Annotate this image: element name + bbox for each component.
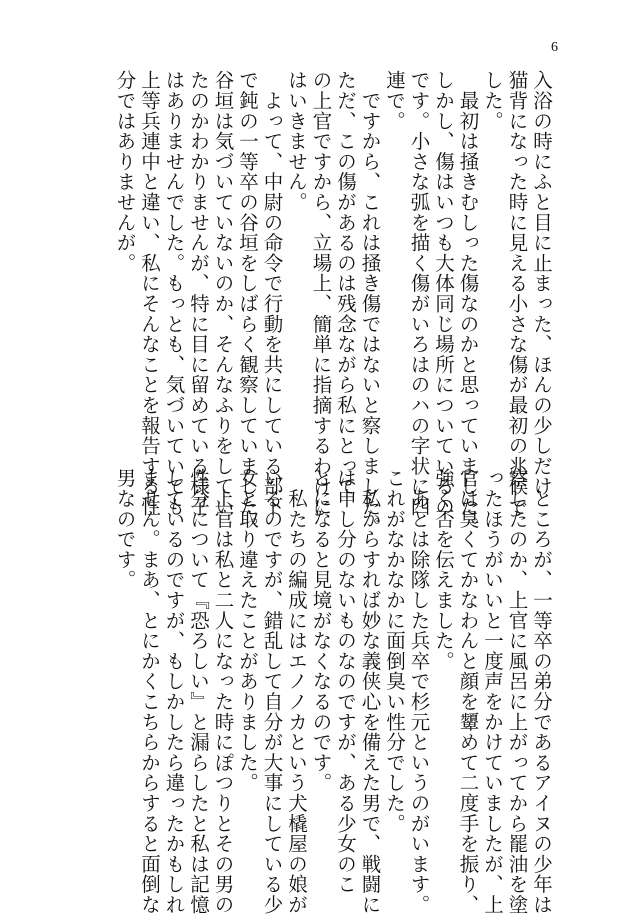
text-line: たのかわかりませんが、特に目に留めている様子 <box>187 70 210 517</box>
text-line: 察したのか、上官に風呂に上がってから罷油を塗 <box>505 468 529 915</box>
text-line: で鈍の一等卒の谷垣をしばらく観察していました。 <box>236 70 259 537</box>
text-line: よって、中尉の命令で行動を共にしている部下 <box>260 70 284 517</box>
text-line: ません。まあ、とにかくこちらからすると面倒な <box>138 468 161 915</box>
text-line: 分ではありませんが。 <box>113 70 137 273</box>
text-line: ですから、これは掻き傷ではないと察しました。 <box>358 70 382 537</box>
text-line: しているのですが、もしかしたら違ったかもしれ <box>162 468 186 915</box>
text-line: 連で。 <box>383 70 406 131</box>
text-line: ただ、この傷があるのは残念ながら私にとって <box>334 70 357 497</box>
text-line: あとは除隊した兵卒で杉元というのがいます。 <box>407 468 431 915</box>
text-line: ったほうがいいと一度声をかけていましたが、上 <box>481 468 504 915</box>
text-line: 私からすれば妙な義侠心を備えた男で、戦闘に <box>358 468 382 915</box>
text-line: いるのですが、錯乱して自分が大事にしている少 <box>260 468 284 915</box>
text-line: 強く否を伝えました。 <box>432 468 455 671</box>
text-line: 女と取り違えたことがありました。 <box>236 468 259 793</box>
text-line: 谷垣は気づいていないのか、そんなふりをしてい <box>211 70 235 517</box>
text-line: 最初は掻きむしった傷なのかと思っていました。 <box>456 70 480 537</box>
text-line: した。 <box>481 70 504 131</box>
page-number: 6 <box>551 40 558 55</box>
text-line: ところが、一等卒の弟分であるアイヌの少年は <box>530 468 553 915</box>
text-line: とになると見境がなくなるのです。 <box>309 468 333 793</box>
text-line: です。小さな弧を描く傷がいろはのハの字状に四 <box>407 70 431 517</box>
text-line: はいきません。 <box>285 70 308 213</box>
text-line: は申し分のないものなのですが、ある少女のこ <box>334 468 357 895</box>
text-line: 性分について『恐ろしい』と漏らしたと私は記憶 <box>187 468 210 915</box>
text-line: 上官は私と二人になった時にぽつりとその男の <box>211 468 235 915</box>
text-line: 入浴の時にふと目に止まった、ほんの少しだけ <box>530 70 553 497</box>
text-line: 私たちの編成にはエノノカという犬橇屋の娘が <box>285 468 308 915</box>
text-line: 上等兵連中と違い、私にそんなことを報告する性 <box>138 70 161 517</box>
text-line: これがなかなかに面倒臭い性分でした。 <box>383 468 406 834</box>
text-line: はありませんでした。もっとも、気づいていても <box>162 70 186 517</box>
text-line: 猫背になった時に見える小さな傷が最初の兆候で <box>505 70 529 517</box>
text-line: の上官ですから、立場上、簡単に指摘するわけに <box>309 70 333 517</box>
text-line: しかし、傷はいつも大体同じ場所についているの <box>432 70 455 517</box>
text-line: 男なのです。 <box>113 468 137 590</box>
text-line: 官は臭くてかなわんと顔を顰めて二度手を振り、 <box>456 468 480 915</box>
text-column-bottom <box>73 468 553 915</box>
